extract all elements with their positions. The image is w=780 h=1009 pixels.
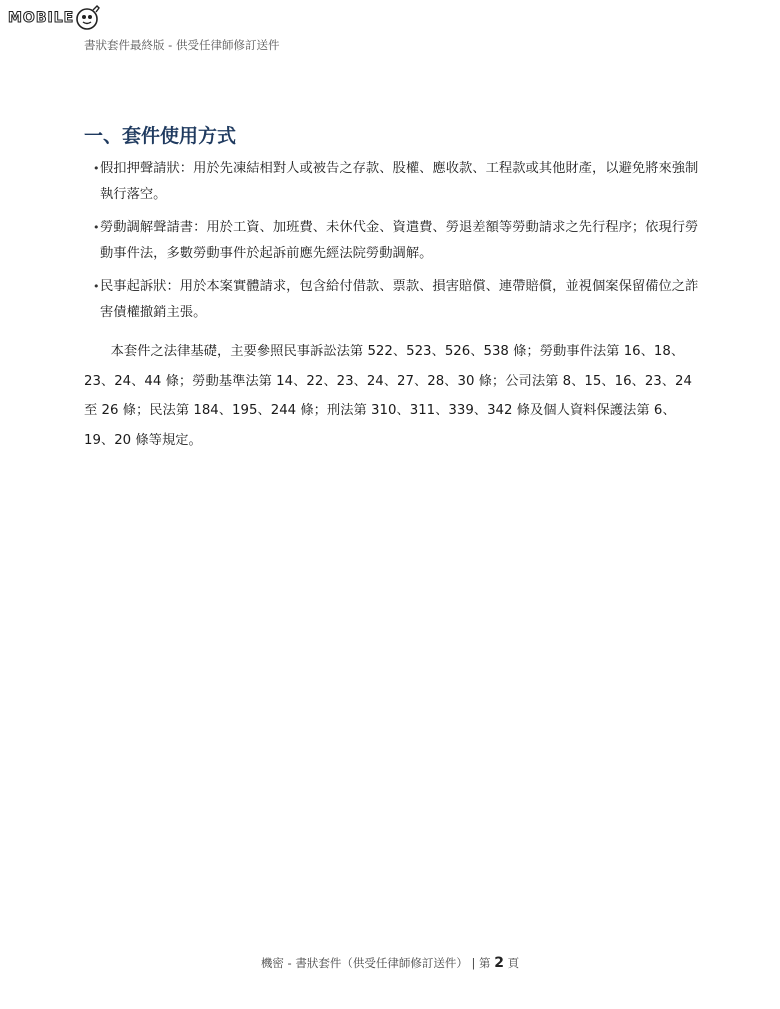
mobile01-mascot-icon: [75, 5, 101, 31]
page-footer: [0, 955, 780, 971]
bullet-icon: •: [93, 221, 100, 234]
logo-text: MOBILE: [8, 10, 75, 26]
footer-suffix: 頁: [507, 956, 520, 970]
list-item-text: 勞動調解聲請書：用於工資、加班費、未休代金、資遣費、勞退差額等勞動請求之先行程序；依現行勞動事件法，多數勞動事件於起訴前應先經法院勞動調解。: [100, 220, 699, 261]
section-title: 一、套件使用方式: [84, 125, 237, 147]
list-item-text: 假扣押聲請狀：用於先凍結相對人或被告之存款、股權、應收款、工程款或其他財產，以避免將來強制執行落空。: [100, 161, 699, 202]
list-item: [84, 215, 699, 267]
bullet-icon: •: [93, 280, 100, 293]
page-number: 2: [494, 955, 504, 971]
legal-basis-paragraph: 本套件之法律基礎，主要參照民事訴訟法第 522、523、526、538 條；勞動事件法第 16、18、23、24、44 條；勞動基準法第 14、22、23、24、27、28、30 條；公司法第 8、15、16、23、24 至 26 條；民法第 184、195、244 條；刑法第 310、311、339、342 條及個人資料保護法第 6、19、20 條等規定。: [84, 344, 692, 448]
usage-list: [84, 156, 699, 333]
document-header: 書狀套件最終版 - 供受任律師修訂送件: [84, 38, 280, 52]
watermark-logo: [8, 4, 101, 32]
list-item-text: 民事起訴狀：用於本案實體請求，包含給付借款、票款、損害賠償、連帶賠償，並視個案保留備位之詐害債權撤銷主張。: [100, 279, 699, 320]
list-item: [84, 156, 699, 208]
footer-text: 機密 - 書狀套件（供受任律師修訂送件） | 第: [260, 956, 491, 970]
bullet-icon: •: [93, 162, 100, 175]
list-item: [84, 274, 699, 326]
